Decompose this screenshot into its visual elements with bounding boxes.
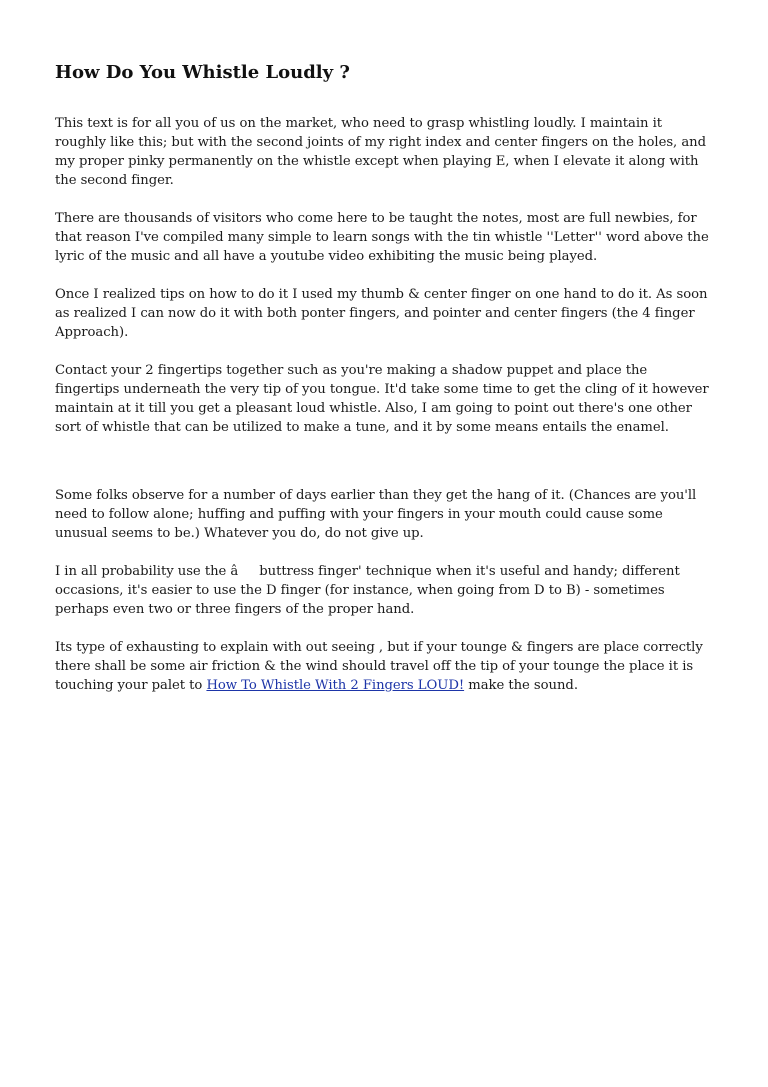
paragraph-7-text-before: Its type of exhausting to explain with out seeing , but if your tounge & fingers are place correctly there shall be some air friction & the wind should travel off the tip of your tounge the place it is touching your palet to xyxy=(55,640,703,693)
paragraph-3: Once I realized tips on how to do it I used my thumb & center finger on one hand to do it. As soon as realized I can now do it with both ponter fingers, and pointer and center fingers (the 4 finger Approach). xyxy=(55,287,708,340)
paragraph-6: I in all probability use the âbuttress finger' technique when it's useful and handy; different occasions, it's easier to use the D finger (for instance, when going from D to B) - sometimes perhaps even two or three fingers of the proper hand. xyxy=(55,564,680,617)
paragraph-5: Some folks observe for a number of days earlier than they get the hang of it. (Chances are you'll need to follow alone; huffing and puffing with your fingers in your mouth could cause some unusual seems to be.) Whatever you do, do not give up. xyxy=(55,488,697,541)
paragraph-1: This text is for all you of us on the market, who need to grasp whistling loudly. I maintain it roughly like this; but with the second joints of my right index and center fingers on the holes, and my proper pinky permanently on the whistle except when playing E, when I elevate it along with the second finger. xyxy=(55,116,706,188)
whistle-article-link[interactable]: How To Whistle With 2 Fingers LOUD! xyxy=(206,678,465,693)
document-page xyxy=(55,58,715,714)
document-title: How Do You Whistle Loudly ? xyxy=(55,62,350,83)
paragraph-4: Contact your 2 fingertips together such as you're making a shadow puppet and place the fingertips underneath the very tip of you tongue. It'd take some time to get the cling of it however maintain at it till you get a pleasant loud whistle. Also, I am going to point out there's one other sort of whistle that can be utilized to make a tune, and it by some means entails the enamel. xyxy=(55,363,709,435)
paragraph-2: There are thousands of visitors who come here to be taught the notes, most are full newbies, for that reason I've compiled many simple to learn songs with the tin whistle ''Letter'' word above the lyric of the music and all have a youtube video exhibiting the music being played. xyxy=(55,211,709,264)
paragraph-7 xyxy=(55,638,715,695)
paragraph-7-text-after: make the sound. xyxy=(464,678,578,693)
